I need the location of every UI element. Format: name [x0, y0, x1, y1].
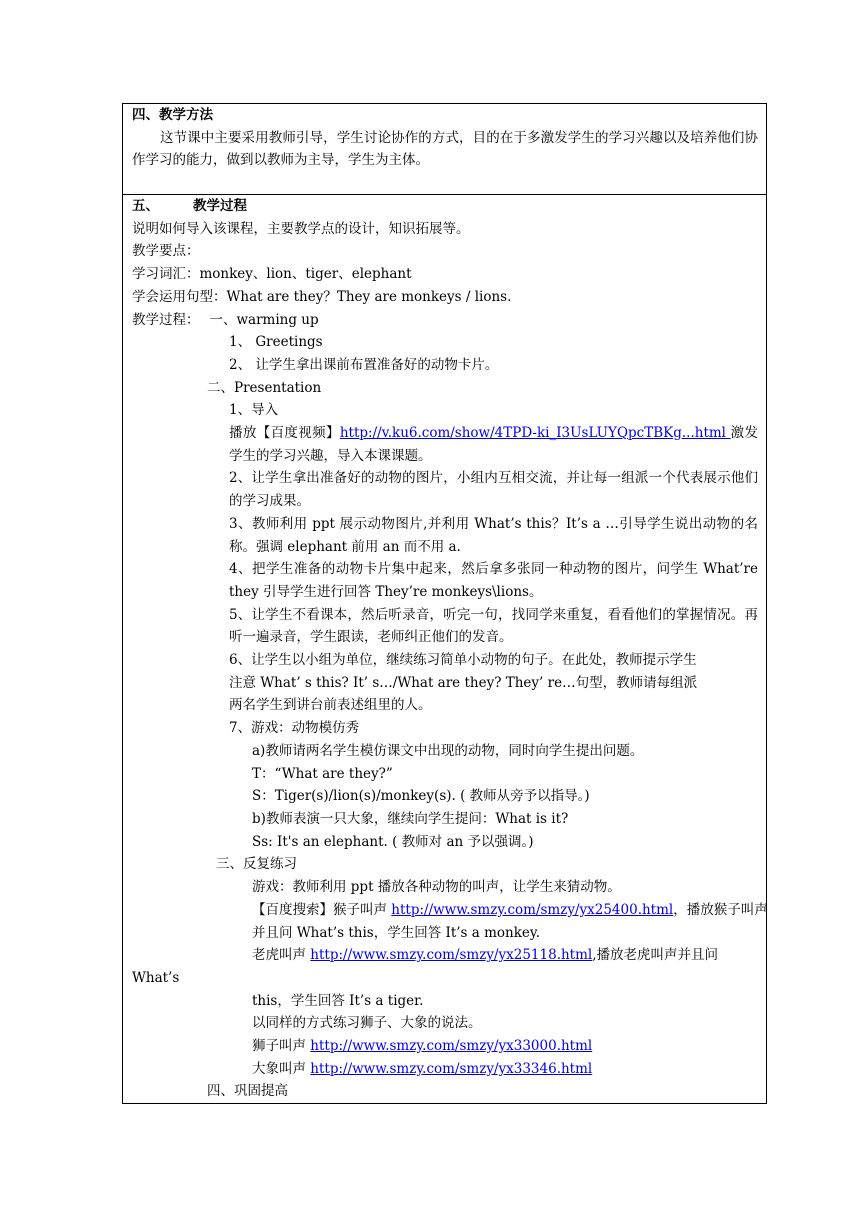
step-animal-cards: 2、 让学生拿出课前布置准备好的动物卡片。: [229, 356, 499, 373]
step-item-6-line1: 6、让学生以小组为单位，继续练习简单小动物的句子。在此处，教师提示学生: [229, 652, 697, 669]
monkey-sound-link[interactable]: http://www.smzy.com/smzy/yx25400.html: [391, 901, 674, 918]
process-label: 教学过程：: [132, 311, 200, 328]
process-line: [132, 309, 758, 332]
video-prefix: 播放【百度视频】: [229, 425, 340, 442]
step-item-6-line2: 注意 What’ s this? It’ s…/What are they? They’ re…句型，教师请每组派: [229, 674, 698, 691]
whats-wrap-line: What’s: [132, 969, 180, 986]
game-teacher-line: T：“What are they?”: [252, 765, 393, 782]
tiger-suffix: ,播放老虎叫声并且问: [592, 947, 719, 964]
monkey-suffix: ，播放猴子叫声: [673, 901, 768, 918]
heading-number: 五、: [132, 198, 159, 214]
step-item-3: 3、教师利用 ppt 展示动物图片,并利用 What’s this？It’s a …引导学生说出动物的名称。强调 elephant 前用 an 而不用 a.: [229, 515, 758, 555]
elephant-prefix: 大象叫声: [252, 1060, 311, 1077]
section-heading: [132, 195, 758, 218]
sentence-pattern-line: 学会运用句型：What are they？They are monkeys / lions.: [132, 288, 512, 305]
game-student-line: S：Tiger(s)/lion(s)/monkey(s). ( 教师从旁予以指导。): [252, 788, 590, 805]
step-item-7: 7、游戏：动物模仿秀: [229, 720, 360, 737]
elephant-sound-line: [132, 1058, 758, 1081]
monkey-sound-line: [132, 899, 768, 922]
step-item-5: 5、让学生不看课本，然后听录音，听完一句，找同学来重复，看看他们的掌握情况。再听一遍录音，学生跟读，老师纠正他们的发音。: [229, 606, 758, 646]
game-item-b: b)教师表演一只大象，继续向学生提问：What is it?: [252, 810, 569, 827]
tiger-sound-link[interactable]: http://www.smzy.com/smzy/yx25118.html: [310, 947, 593, 964]
heading-text: 教学过程: [193, 198, 247, 214]
step-warming-up: 一、warming up: [209, 311, 319, 328]
elephant-sound-link[interactable]: http://www.smzy.com/smzy/yx33346.html: [310, 1060, 593, 1077]
lion-prefix: 狮子叫声: [252, 1038, 311, 1055]
step-item-2: 2、让学生拿出准备好的动物的图片，小组内互相交流，并让每一组派一个代表展示他们的学习成果。: [229, 470, 758, 510]
lesson-plan-table: [122, 103, 767, 1104]
step-repeat-practice: 三、反复练习: [216, 856, 297, 873]
section-body: 这节课中主要采用教师引导，学生讨论协作的方式，目的在于多激发学生的学习兴趣以及培养他们协作学习的能力，做到以教师为主导，学生为主体。: [132, 129, 758, 169]
video-suffix: 激发学生的学习兴趣，导入本课课题。: [229, 425, 759, 464]
step-presentation: 二、Presentation: [207, 379, 322, 396]
video-link[interactable]: http://v.ku6.com/show/4TPD-ki_I3UsLUYQpcTBKg...html: [339, 425, 731, 442]
teaching-methods-cell: [123, 104, 767, 195]
section-heading: 四、教学方法: [132, 107, 213, 123]
teaching-process-cell: [123, 195, 767, 1104]
monkey-prefix: 【百度搜索】猴子叫声: [252, 901, 392, 918]
step-item-4: 4、把学生准备的动物卡片集中起来，然后拿多张同一种动物的图片，问学生 What’re they 引导学生进行回答 They’re monkeys\lions。: [229, 561, 758, 600]
sound-game-line: 游戏：教师利用 ppt 播放各种动物的叫声，让学生来猜动物。: [252, 879, 621, 896]
vocabulary-line: 学习词汇：monkey、lion、tiger、elephant: [132, 266, 412, 283]
game-students-line: Ss: It's an elephant. ( 教师对 an 予以强调。): [252, 833, 534, 850]
step-consolidation: 四、巩固提高: [207, 1083, 288, 1100]
step-item-6-line3: 两名学生到讲台前表述组里的人。: [229, 697, 432, 714]
step-video-line: [132, 422, 758, 467]
step-lead-in: 1、导入: [229, 402, 279, 419]
tiger-prefix: 老虎叫声: [252, 947, 311, 964]
lion-sound-line: [132, 1035, 758, 1058]
game-item-a: a)教师请两名学生模仿课文中出现的动物，同时向学生提出问题。: [252, 742, 644, 759]
tiger-question-line: this，学生回答 It’s a tiger.: [252, 992, 424, 1009]
same-method-line: 以同样的方式练习狮子、大象的说法。: [252, 1015, 482, 1032]
lion-sound-link[interactable]: http://www.smzy.com/smzy/yx33000.html: [310, 1038, 593, 1055]
key-points-label: 教学要点：: [132, 243, 200, 260]
monkey-question-line: 并且问 What’s this，学生回答 It’s a monkey.: [252, 924, 541, 941]
tiger-sound-line: [132, 944, 758, 967]
step-greetings: 1、 Greetings: [229, 334, 323, 351]
intro-text: 说明如何导入该课程，主要教学点的设计，知识拓展等。: [132, 220, 470, 237]
